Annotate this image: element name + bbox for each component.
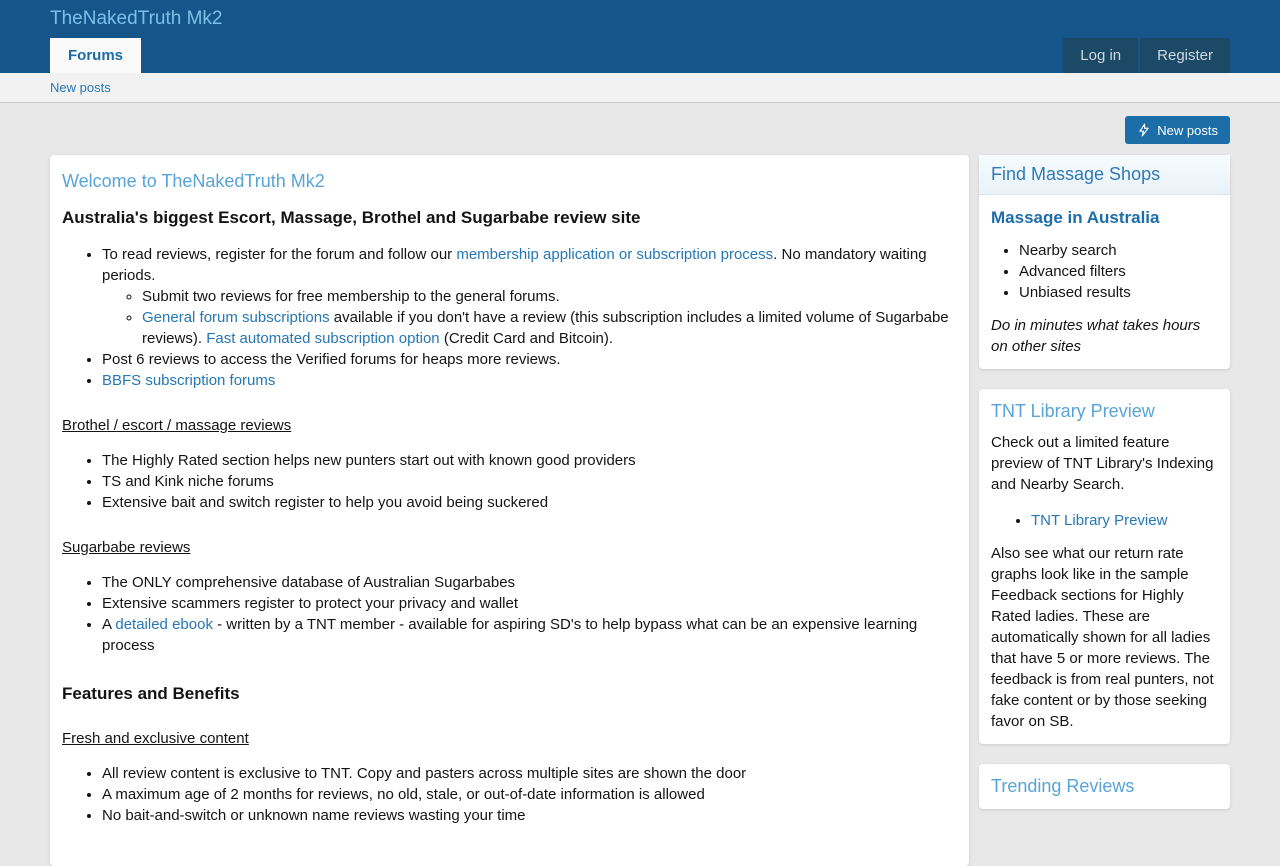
list-item [102,370,957,391]
brothel-section-heading: Brothel / escort / massage reviews [62,417,292,434]
list-item: • A detailed ebook - written by a TNT member - available for aspiring SD's to help bypass what can be an expensive learning process [102,614,957,656]
intro-list [62,244,957,391]
list-item: • A maximum age of 2 months for reviews, no old, stale, or out-of-date information is allowed [102,784,957,805]
list-item [1031,510,1218,531]
tnt-library-block [979,389,1230,744]
tnt-library-text-1: Check out a limited feature preview of TNT Library's Indexing and Nearby Search. [991,434,1214,493]
tnt-library-preview-link[interactable]: TNT Library Preview [1031,512,1168,529]
list-item: • Unbiased results [1019,282,1218,303]
fast-subscription-link[interactable]: Fast automated subscription option [206,330,440,347]
tnt-library-text-2: Also see what our return rate graphs look like in the sample Feedback sections for Highly Rated ladies. These are automatically shown for all ladies that have 5 or more reviews. The feedback is from real punters, not fake content or by those seeking favor on SB. [991,545,1214,730]
site-header [0,0,1280,73]
list-item: • TS and Kink niche forums [102,471,957,492]
intro-sublist [102,286,957,349]
welcome-panel [50,155,969,866]
subnav-new-posts-link[interactable]: New posts [50,80,111,95]
lightning-bolt-icon [1137,122,1151,138]
membership-process-link[interactable]: membership application or subscription process [456,246,774,263]
list-item: • All review content is exclusive to TNT. Copy and pasters across multiple sites are shown the door [102,763,957,784]
list-item: • The Highly Rated section helps new punters start out with known good providers [102,450,957,471]
find-shops-list [991,240,1218,303]
list-item: ◦ Submit two reviews for free membership to the general forums. [142,286,957,307]
features-heading: Features and Benefits [62,684,240,703]
subnav-bar [0,73,1280,103]
new-posts-button-label: New posts [1157,122,1218,138]
fresh-section-heading: Fresh and exclusive content [62,730,249,747]
list-item: • The ONLY comprehensive database of Australian Sugarbabes [102,572,957,593]
trending-reviews-block [979,764,1230,809]
list-item: • Nearby search [1019,240,1218,261]
new-posts-button[interactable] [1125,116,1230,144]
register-button[interactable]: Register [1140,38,1230,73]
find-massage-shops-block [979,155,1230,369]
list-item: • Advanced filters [1019,261,1218,282]
site-title: TheNakedTruth Mk2 [50,8,223,29]
headline: Australia's biggest Escort, Massage, Brothel and Sugarbabe review site [62,208,641,227]
welcome-title: Welcome to TheNakedTruth Mk2 [62,171,325,191]
login-button[interactable]: Log in [1063,38,1138,73]
ebook-link[interactable]: detailed ebook [115,616,213,633]
tnt-library-title: TNT Library Preview [991,401,1155,421]
tab-forums[interactable]: Forums [50,38,141,73]
tnt-library-list [991,510,1218,531]
sidebar [979,155,1230,809]
fresh-list [62,763,957,826]
find-massage-shops-title: Find Massage Shops [979,155,1230,195]
list-item: • Extensive scammers register to protect your privacy and wallet [102,593,957,614]
list-item: • Post 6 reviews to access the Verified forums for heaps more reviews. [102,349,957,370]
list-item: • Extensive bait and switch register to help you avoid being suckered [102,492,957,513]
bbfs-forums-link[interactable]: BBFS subscription forums [102,372,276,389]
find-shops-tagline: Do in minutes what takes hours on other sites [991,317,1201,355]
list-item: • To read reviews, register for the forum and follow our membership application or subscription process. No mandatory waiting periods. ◦ Submit two reviews for free membership to the general forums. ◦ General forum subscriptions available if you don't have a review (this subscription includes a limited volume of Sugarbabe reviews). Fast automated subscription option (Credit Card and Bitcoin). [102,244,957,349]
sugarbabe-list [62,572,957,656]
massage-in-australia-link[interactable]: Massage in Australia [991,208,1160,227]
list-item: ◦ General forum subscriptions available if you don't have a review (this subscription includes a limited volume of Sugarbabe reviews). Fast automated subscription option (Credit Card and Bitcoin). [142,307,957,349]
trending-reviews-title: Trending Reviews [991,776,1135,796]
sugarbabe-section-heading: Sugarbabe reviews [62,539,191,556]
general-subscriptions-link[interactable]: General forum subscriptions [142,309,330,326]
list-item: • No bait-and-switch or unknown name reviews wasting your time [102,805,957,826]
brothel-list [62,450,957,513]
